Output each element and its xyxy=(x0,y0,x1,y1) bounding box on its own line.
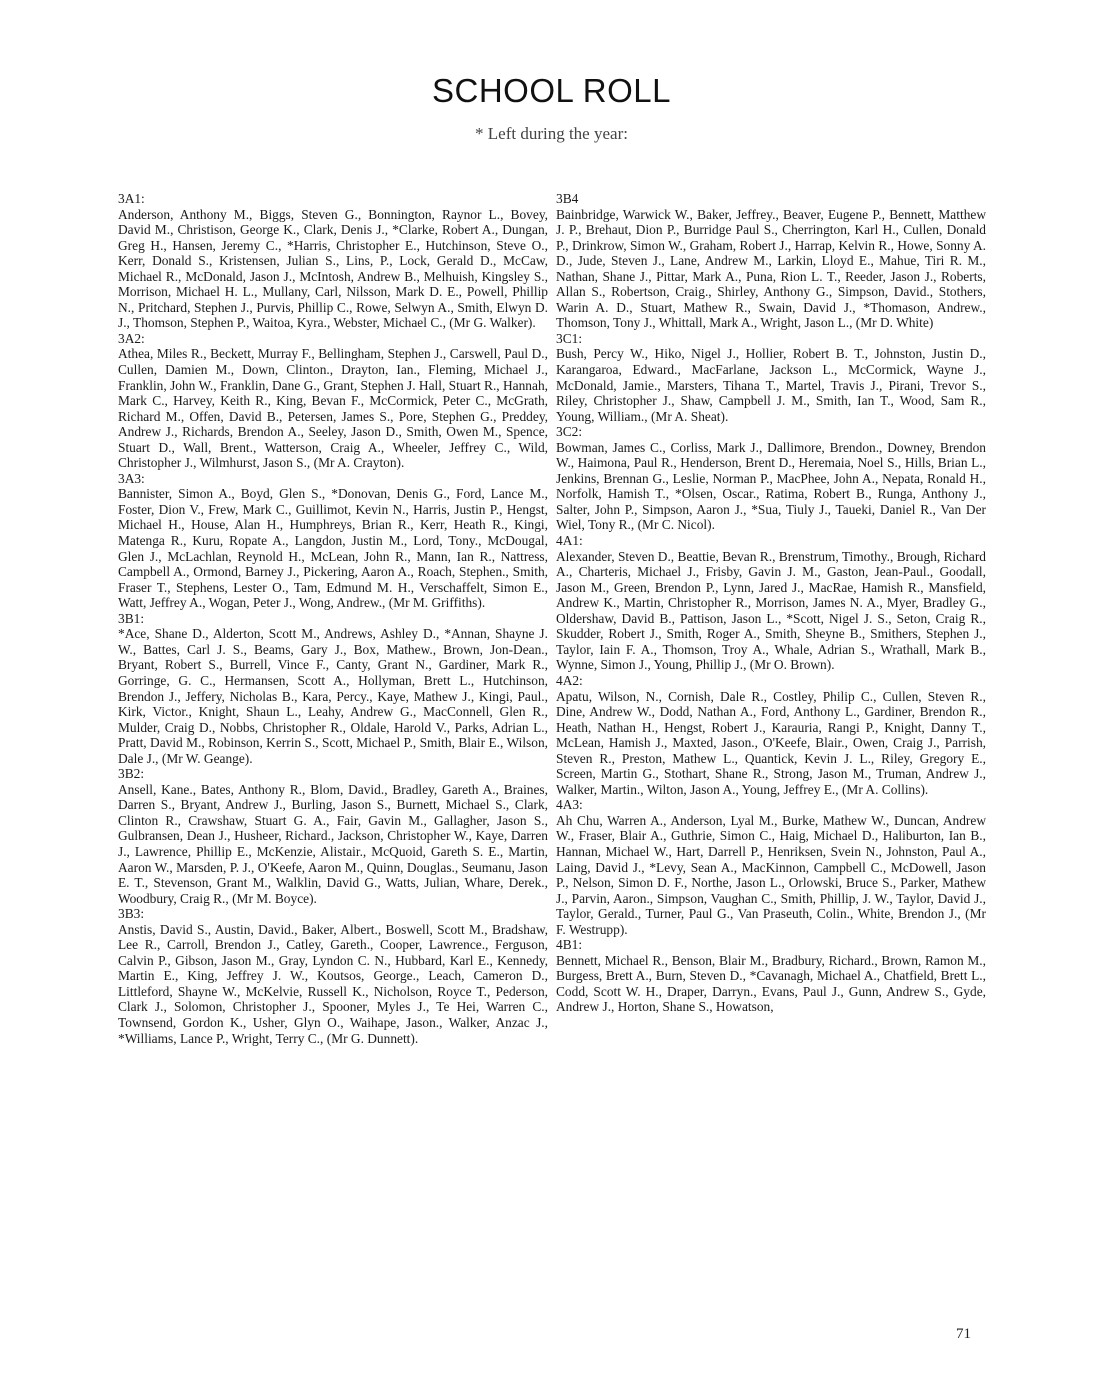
class-names: Ansell, Kane., Bates, Anthony R., Blom, David., Bradley, Gareth A., Braines, Darren S., Bryant, Andrew J., Burling, Jason S., Burnett, Michael S., Clark, Clinton R., Crawshaw, Stuart G. A., Fair, Gavin M., Gallagher, Jason S., Gulbransen, Dean J., Husheer, Richard., Jackson, Christopher W., Kaye, Darren J., Lawrence, Phillip E., McKenzie, Alistair., McQuoid, Gareth S. E., Martin, Aaron W., Marsden, P. J., O'Keefe, Aaron M., Quinn, Douglas., Seumanu, Jason E. T., Stevenson, Grant M., Walklin, David G., Watts, Julian, Whare, Derek., Woodbury, Craig R., (Mr M. Boyce). xyxy=(118,781,548,906)
page-title: SCHOOL ROLL xyxy=(431,72,671,109)
page-number: 71 xyxy=(956,1326,971,1342)
class-label: 3C2: xyxy=(556,424,583,440)
class-names: Ah Chu, Warren A., Anderson, Lyal M., Burke, Mathew W., Duncan, Andrew W., Fraser, Blair A., Guthrie, Simon C., Haig, Michael D., Haliburton, Ian B., Hannan, Michael W., Hart, Darrell P., Henriksen, Svein N., Johnston, Paul A., Laing, David J., *Levy, Sean A., MacKinnon, Campbell C., McDowell, Jason P., Nelson, Simon D. F., Northe, Jason L., Orlowski, Bruce S., Parker, Mathew J., Parvin, Aaron., Simpson, Vaughan C., Smith, Phillip, J. W., Taylor, David J., Taylor, Gerald., Turner, Paul G., Van Praseuth, Colin., White, Brendon J., (Mr F. Westrupp). xyxy=(556,812,986,937)
class-label: 3C1: xyxy=(556,330,583,346)
class-label: 4A2: xyxy=(556,672,583,688)
class-names: Anstis, David S., Austin, David., Baker, Albert., Boswell, Scott M., Bradshaw, Lee R., Carroll, Brendon J., Catley, Gareth., Cooper, Lawrence., Ferguson, Calvin P., Gibson, Jason M., Gray, Lyndon C. N., Hubbard, Karl E., Kennedy, Martin E., King, Jeffrey J. W., Koutsos, George., Leach, Cameron D., Littleford, Shayne W., McKelvie, Russell K., Nicholson, Royce T., Pederson, Clark J., Solomon, Christopher J., Spooner, Myles J., Te Hei, Warren C., Townsend, Gordon K., Usher, Glyn O., Waihape, Jason., Walker, Anzac J., *Williams, Lance P., Wright, Terry C., (Mr G. Dunnett). xyxy=(118,921,548,1046)
class-names: Bannister, Simon A., Boyd, Glen S., *Donovan, Denis G., Ford, Lance M., Foster, Dion V., Frew, Mark C., Guillimot, Kevin N., Harris, Justin P., Hengst, Michael H., House, Alan H., Humphreys, Brian R., Kerr, Heath R., Kingi, Matenga R., Kuru, Ropate A., Langdon, Justin M., Lord, Tony., McDougal, Glen J., McLachlan, Reynold H., McLean, John R., Mann, Ian R., Nattress, Campbell A., Ormond, Barney J., Pickering, Aaron A., Roach, Stephen., Smith, Fraser T., Stephens, Lester O., Tam, Edmund M. H., Verschaffelt, Simon E., Watt, Jeffrey A., Wogan, Peter J., Wong, Andrew., (Mr M. Griffiths). xyxy=(118,486,548,611)
class-names: *Ace, Shane D., Alderton, Scott M., Andrews, Ashley D., *Annan, Shayne J. W., Battes, Carl J. S., Beams, Gary J., Box, Mathew., Brown, Jon-Dean., Bryant, Robert S., Burrell, Vince F., Canty, Grant N., Gardiner, Mark R., Gorringe, G. C., Hermansen, Scott A., Hollyman, Brett L., Hutchinson, Brendon J., Jeffery, Nicholas B., Kara, Percy., Kaye, Mathew J., Kingi, Paul., Kirk, Victor., Knight, Shaun L., Leahy, Andrew G., MacConnell, Glen R., Mulder, Craig D., Nobbs, Christopher R., Oldale, Harold V., Parks, Adrian L., Pratt, David M., Robinson, Kerrin S., Scott, Michael P., Smith, Blair E., Wilson, Dale J., (Mr W. Geange). xyxy=(118,626,548,766)
class-label: 3A3: xyxy=(118,470,145,486)
roll-section xyxy=(556,673,986,797)
page-subtitle: * Left during the year: xyxy=(475,124,628,143)
class-names: Bennett, Michael R., Benson, Blair M., Bradbury, Richard., Brown, Ramon M., Burgess, Brett A., Burn, Steven D., *Cavanagh, Michael A., Chatfield, Brett L., Codd, Scott W. H., Draper, Darryn., Evans, Paul J., Gunn, Andrew S., Gyde, Andrew J., Horton, Shane S., Howatson, xyxy=(556,952,986,1015)
roll-section xyxy=(118,906,548,1046)
roll-section xyxy=(118,331,548,471)
roll-section xyxy=(556,191,986,331)
class-label: 3B1: xyxy=(118,610,145,626)
right-column xyxy=(556,191,986,1015)
class-label: 3A2: xyxy=(118,330,145,346)
class-names: Athea, Miles R., Beckett, Murray F., Bellingham, Stephen J., Carswell, Paul D., Cullen, Damien M., Down, Clinton., Drayton, Ian., Fleming, Michael J., Franklin, John W., Franklin, Dane G., Grant, Stephen J. Hall, Stuart R., Hannah, Mark C., Harvey, Keith R., King, Bevan F., McCormick, Peter C., McGrath, Richard M., Offen, David B., Petersen, James S., Pore, Stephen G., Preddey, Andrew J., Richards, Brendon A., Seeley, Jason D., Smith, Owen M., Spence, Stuart D., Wall, Brent., Watterson, Craig A., Wheeler, Jeffrey C., Wild, Christopher J., Wilmhurst, Jason S., (Mr A. Crayton). xyxy=(118,346,548,471)
class-label: 4A3: xyxy=(556,797,583,813)
class-label: 3A1: xyxy=(118,191,145,206)
class-label: 3B3: xyxy=(118,906,145,922)
class-names: Apatu, Wilson, N., Cornish, Dale R., Costley, Philip C., Cullen, Steven R., Dine, Andrew W., Dodd, Nathan A., Ford, Anthony L., Gardiner, Brendon R., Heath, Nathan H., Hengst, Robert J., Karauria, Rangi P., Knight, Danny T., McLean, Hamish J., Maxted, Jason., O'Keefe, Blair., Owen, Craig J., Parrish, Steven R., Preston, Mathew L., Quantick, Kevin J. L., Riley, Gregory E., Screen, Martin G., Stothart, Shane R., Strong, Jason M., Truman, Andrew J., Walker, Martin., Wilton, Jason A., Young, Jeffrey E., (Mr A. Collins). xyxy=(556,688,986,797)
roll-section xyxy=(118,766,548,906)
roll-section xyxy=(556,331,986,424)
roll-section xyxy=(118,191,548,331)
class-names: Bainbridge, Warwick W., Baker, Jeffrey., Beaver, Eugene P., Bennett, Matthew J. P., Brehaut, Dion P., Burridge Paul S., Cherrington, Karl H., Cullen, Donald P., Drinkrow, Simon W., Graham, Robert J., Harrap, Kelvin R., Howe, Sonny A. D., Jude, Steven J., Lane, Andrew M., Larkin, Lloyd E., Mahue, Tiri R. M., Nathan, Shane J., Pittar, Mark A., Puna, Rion L. T., Reeder, Jason J., Roberts, Allan S., Robertson, Craig., Shirley, Anthony G., Simpson, David., Stothers, Warin A. D., Stuart, Mathew R., Swain, David J., *Thomason, Andrew., Thomson, Tony J., Whittall, Mark A., Wright, Jason L., (Mr D. White) xyxy=(556,206,986,331)
roll-section xyxy=(556,533,986,673)
class-names: Anderson, Anthony M., Biggs, Steven G., Bonnington, Raynor L., Bovey, David M., Christison, George K., Clark, Denis J., *Clarke, Robert A., Dungan, Greg H., Hansen, Jeremy C., *Harris, Christopher E., Hutchinson, Steve O., Kerr, Donald S., Kristensen, Julian S., Lins, P., Lock, Gerald D., McCaw, Michael R., McDonald, Jason J., McIntosh, Andrew B., Melhuish, Kingsley S., Morrison, Michael H. L., Mullany, Carl, Nilsson, Mark D. E., Powell, Phillip N., Pritchard, Stephen J., Purvis, Phillip C., Rowe, Selwyn A., Smith, Elwyn D. J., Thomson, Stephen P., Waitoa, Kyra., Webster, Michael C., (Mr G. Walker). xyxy=(118,206,548,331)
class-label: 3B4 xyxy=(556,191,579,206)
roll-section xyxy=(556,424,986,533)
class-label: 3B2: xyxy=(118,766,145,782)
class-names: Bowman, James C., Corliss, Mark J., Dallimore, Brendon., Downey, Brendon W., Haimona, Paul R., Henderson, Brent D., Heremaia, Noel S., Hills, Brian L., Jenkins, Brennan G., Leslie, Norman P., MacPhee, John A., Nepata, Ronald H., Norfolk, Hamish T., *Olsen, Oscar., Ratima, Robert B., Runga, Anthony J., Salter, John P., Simpson, Aaron J., *Sua, Tiuly J., Taueki, Daniel R., Van Der Wiel, Tony R., (Mr C. Nicol). xyxy=(556,439,986,533)
class-label: 4B1: xyxy=(556,937,583,953)
roll-section xyxy=(118,471,548,611)
class-names: Bush, Percy W., Hiko, Nigel J., Hollier, Robert B. T., Johnston, Justin D., Karangaroa, Edward., MacFarlane, Jackson L., McCormick, Wayne J., McDonald, Jamie., Marsters, Tihana T., Martel, Travis J., Pirani, Trevor S., Riley, Christopher J., Shaw, Campbell J. M., Smith, Ian T., Wood, Sam R., Young, William., (Mr A. Sheat). xyxy=(556,346,986,424)
roll-section xyxy=(118,611,548,766)
left-column xyxy=(118,191,548,1046)
roll-section xyxy=(556,797,986,937)
class-names: Alexander, Steven D., Beattie, Bevan R., Brenstrum, Timothy., Brough, Richard A., Charteris, Michael J., Frisby, Gavin J. M., Gaston, Jean-Paul., Goodall, Jason M., Green, Brendon P., Lynn, Jared J., MacRae, Hamish R., Mansfield, Andrew K., Martin, Christopher R., Morrison, James N. A., Myer, Bradley G., Oldershaw, David B., Pattison, Jason L., *Scott, Nigel J. S., Seton, Craig R., Skudder, Robert J., Smith, Roger A., Smith, Sheyne B., Smithers, Stephen J., Taylor, Iain F. A., Thomson, Troy A., Whale, Adrian S., Wrathall, Mark B., Wynne, Simon J., Young, Phillip J., (Mr O. Brown). xyxy=(556,548,986,673)
class-label: 4A1: xyxy=(556,533,583,549)
roll-section xyxy=(556,937,986,1015)
